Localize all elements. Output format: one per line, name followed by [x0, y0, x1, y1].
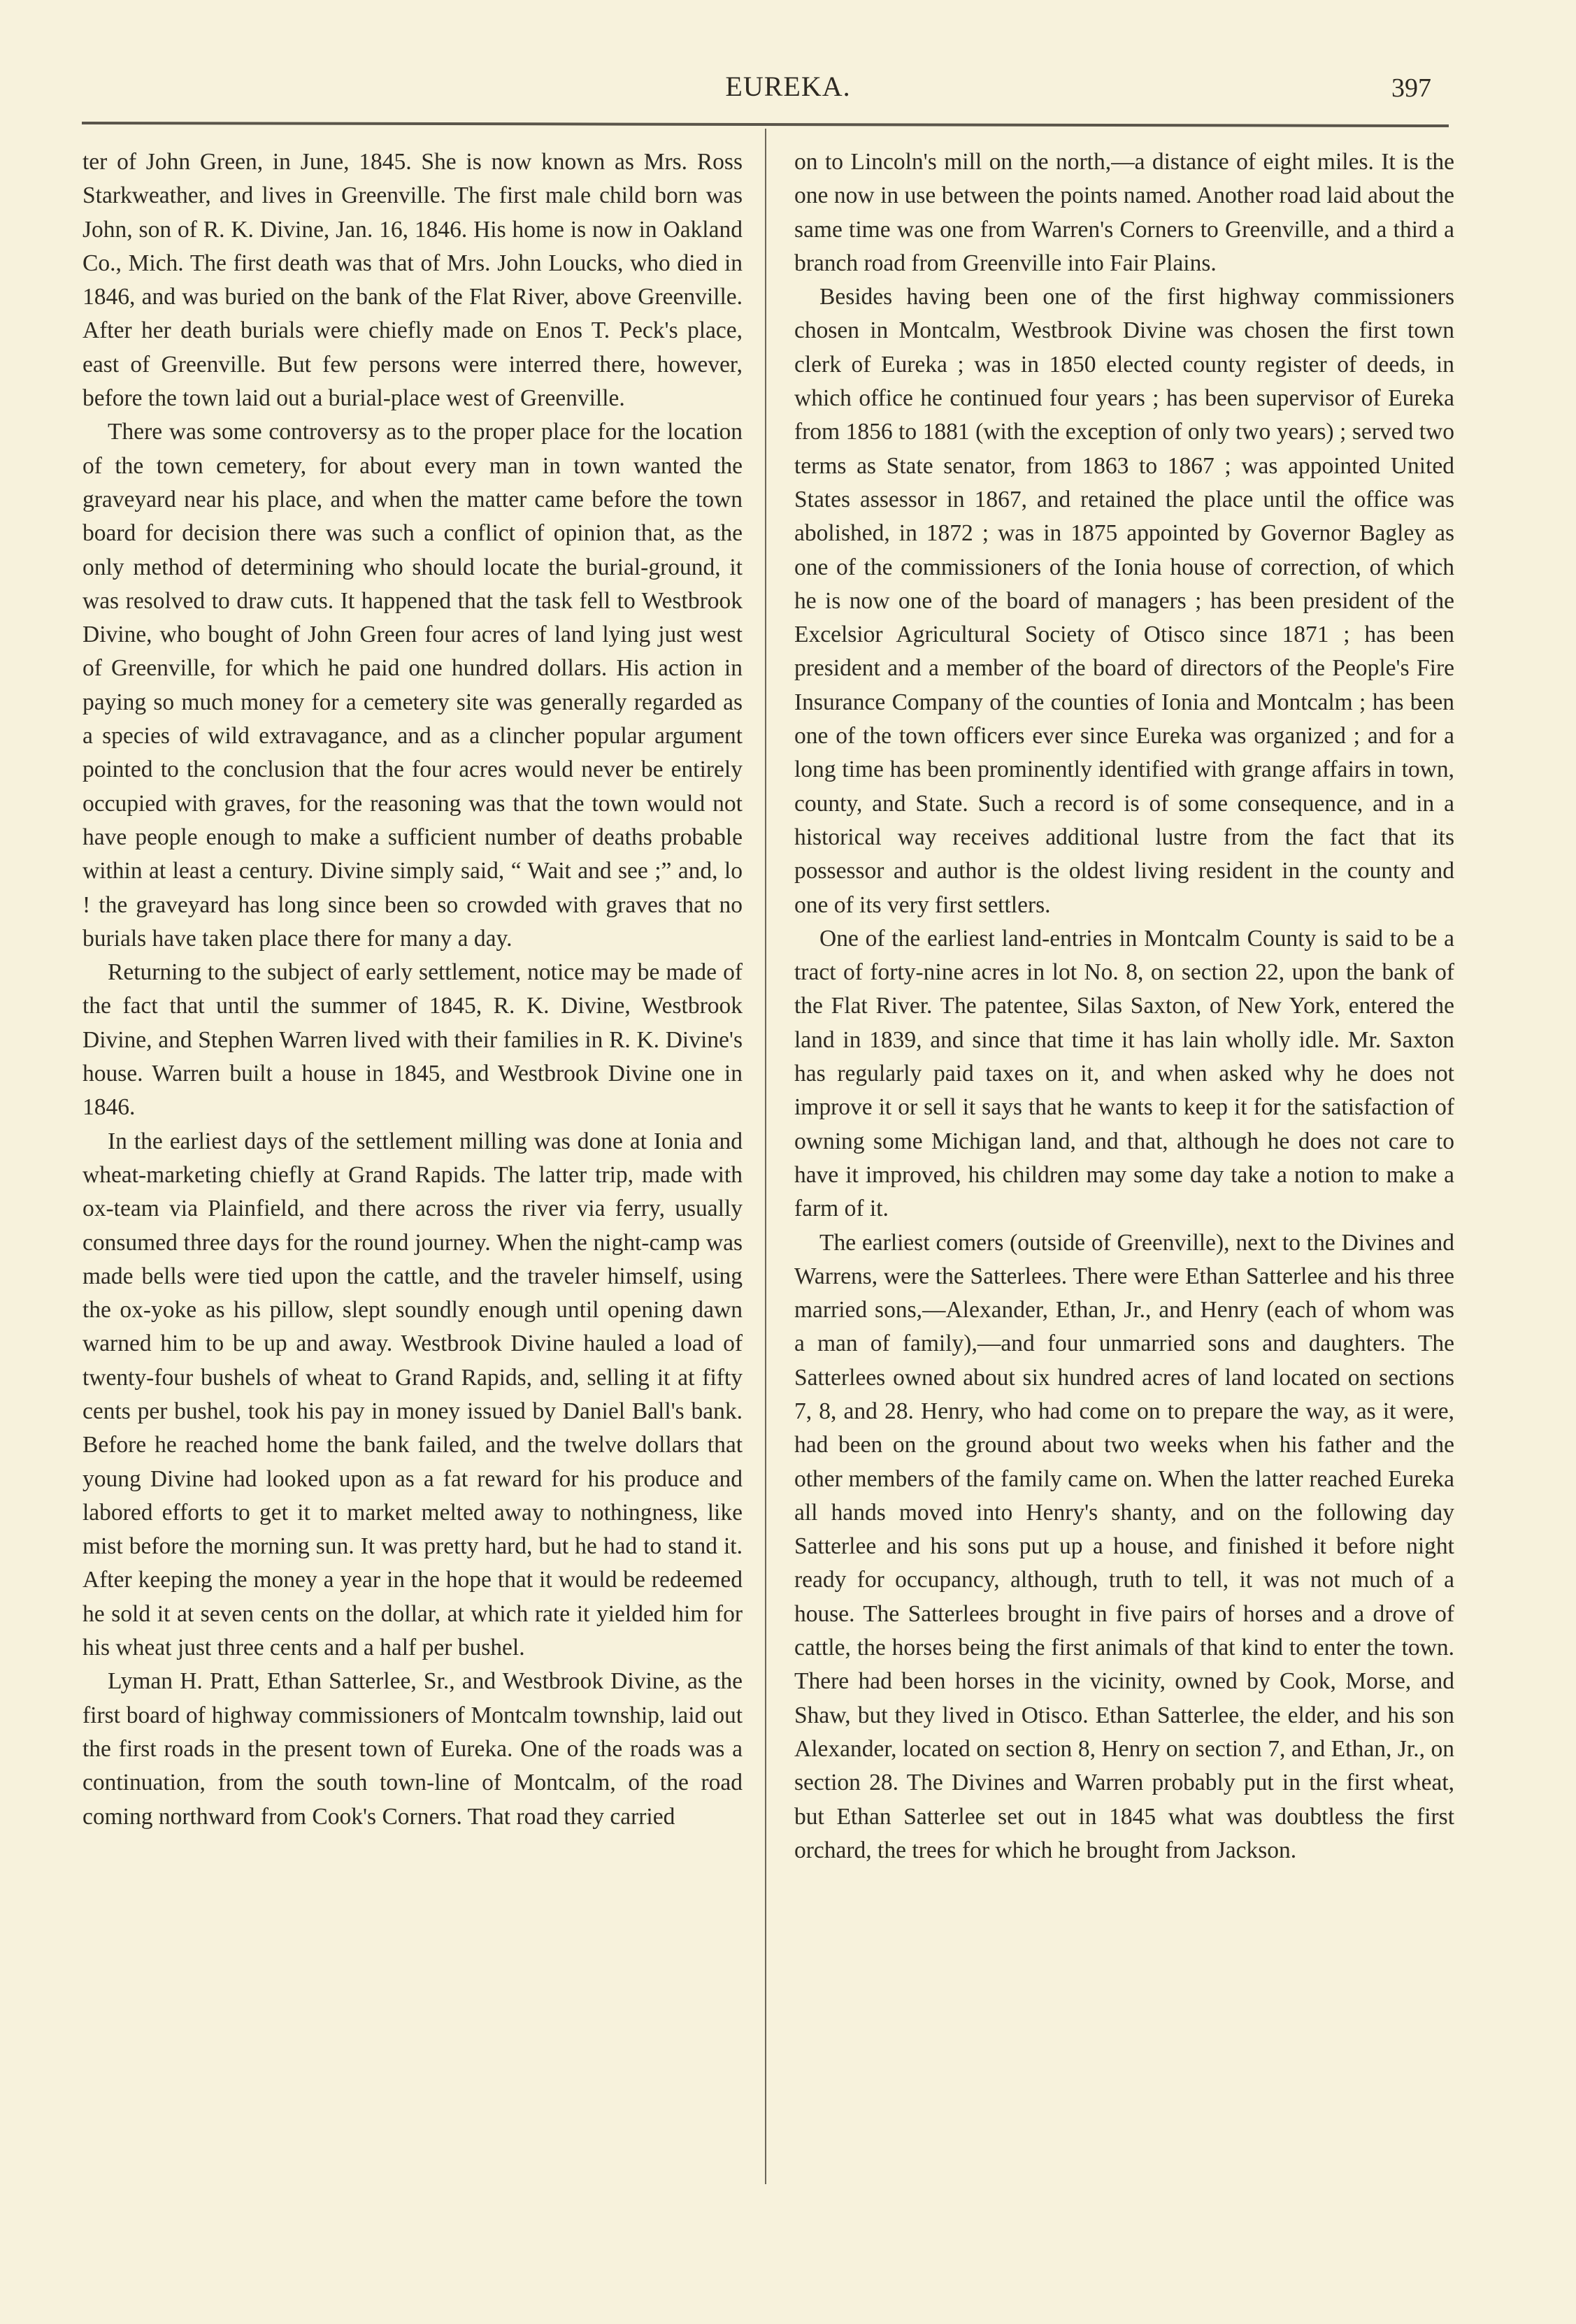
left-column	[83, 145, 743, 1834]
header-rule	[82, 122, 1449, 127]
running-title: EUREKA.	[725, 71, 851, 102]
paragraph: ter of John Green, in June, 1845. She is now known as Mrs. Ross Starkweather, and lives in Greenville. The first male child born was John, son of R. K. Divine, Jan. 16, 1846. His home is now in Oakland Co., Mich. The first death was that of Mrs. John Loucks, who died in 1846, and was buried on the bank of the Flat River, above Greenville. After her death burials were chiefly made on Enos T. Peck's place, east of Greenville. But few persons were interred there, however, before the town laid out a burial-place west of Greenville.	[83, 149, 743, 412]
paragraph: The earliest comers (outside of Greenville), next to the Divines and Warrens, were the Satterlees. There were Ethan Satterlee and his three married sons,—Alexander, Ethan, Jr., and Henry (each of whom was a man of family),—and four unmarried sons and daughters. The Satterlees owned about six hundred acres of land located on sections 7, 8, and 28. Henry, who had come on to prepare the way, as it were, had been on the ground about two weeks when his father and the other members of the family came on. When the latter reached Eureka all hands moved into Henry's shanty, and on the following day Satterlee and his sons put up a house, and finished it before night ready for occupancy, although, truth to tell, it was not much of a house. The Satterlees brought in five pairs of horses and a drove of cattle, the horses being the first animals of that kind to enter the town. There had been horses in the vicinity, owned by Cook, Morse, and Shaw, but they lived in Otisco. Ethan Satterlee, the elder, and his son Alexander, located on section 8, Henry on section 7, and Ethan, Jr., on section 28. The Divines and Warren probably put in the first wheat, but Ethan Satterlee set out in 1845 what was doubtless the first orchard, the trees for which he brought from Jackson.	[794, 1229, 1454, 1863]
paragraph: on to Lincoln's mill on the north,—a distance of eight miles. It is the one now in use between the points named. Another road laid about the same time was one from Warren's Corners to Greenville, and a third a branch road from Greenville into Fair Plains.	[794, 149, 1454, 276]
page-number: 397	[1391, 73, 1431, 103]
paragraph: Besides having been one of the first highway commissioners chosen in Montcalm, Westbrook Divine was chosen the first town clerk of Eureka ; was in 1850 elected county register of deeds, in which office he continued four years ; has been supervisor of Eureka from 1856 to 1881 (with the exception of only two years) ; served two terms as State senator, from 1863 to 1867 ; was appointed United States assessor in 1867, and retained the place until the office was abolished, in 1872 ; was in 1875 appointed by Governor Bagley as one of the commissioners of the Ionia house of correction, of which he is now one of the board of managers ; has been president of the Excelsior Agricultural Society of Otisco since 1871 ; has been president and a member of the board of directors of the People's Fire Insurance Company of the counties of Ionia and Montcalm ; has been one of the town officers ever since Eureka was organized ; and for a long time has been prominently identified with grange affairs in town, county, and State. Such a record is of some consequence, and in a historical way receives additional lustre from the fact that its possessor and author is the oldest living resident in the county and one of its very first settlers.	[794, 284, 1454, 918]
paragraph: There was some controversy as to the proper place for the location of the town cemetery, for about every man in town wanted the graveyard near his place, and when the matter came before the town board for decision there was such a conflict of opinion that, as the only method of determining who should locate the burial-ground, it was resolved to draw cuts. It happened that the task fell to Westbrook Divine, who bought of John Green four acres of land lying just west of Greenville, for which he paid one hundred dollars. His action in paying so much money for a cemetery site was generally regarded as a species of wild extravagance, and as a clincher popular argument pointed to the conclusion that the four acres would never be entirely occupied with graves, for the reasoning was that the town would not have people enough to make a sufficient number of deaths probable within at least a century. Divine simply said, “ Wait and see ;” and, lo ! the graveyard has long since been so crowded with graves that no burials have taken place there for many a day.	[83, 419, 743, 952]
paragraph: Lyman H. Pratt, Ethan Satterlee, Sr., and Westbrook Divine, as the first board of highway commissioners of Montcalm township, laid out the first roads in the present town of Eureka. One of the roads was a continuation, from the south town-line of Montcalm, of the road coming northward from Cook's Corners. That road they carried	[83, 1668, 743, 1830]
paragraph: One of the earliest land-entries in Montcalm County is said to be a tract of forty-nine acres in lot No. 8, on section 22, upon the bank of the Flat River. The patentee, Silas Saxton, of New York, entered the land in 1839, and since that time it has lain wholly idle. Mr. Saxton has regularly paid taxes on it, and when asked why he does not improve it or sell it says that he wants to keep it for the satisfaction of owning some Michigan land, and that, although he does not care to have it improved, his children may some day take a notion to make a farm of it.	[794, 925, 1454, 1222]
paragraph: Returning to the subject of early settlement, notice may be made of the fact that until the summer of 1845, R. K. Divine, Westbrook Divine, and Stephen Warren lived with their families in R. K. Divine's house. Warren built a house in 1845, and Westbrook Divine one in 1846.	[83, 959, 743, 1121]
paragraph: In the earliest days of the settlement milling was done at Ionia and wheat-marketing chiefly at Grand Rapids. The latter trip, made with ox-team via Plainfield, and there across the river via ferry, usually consumed three days for the round journey. When the night-camp was made bells were tied upon the cattle, and the traveler himself, using the ox-yoke as his pillow, slept soundly enough until opening dawn warned him to be up and away. Westbrook Divine hauled a load of twenty-four bushels of wheat to Grand Rapids, and, selling it at fifty cents per bushel, took his pay in money issued by Daniel Ball's bank. Before he reached home the bank failed, and the twelve dollars that young Divine had looked upon as a fat reward for his produce and labored efforts to get it to market melted away to nothingness, like mist before the morning sun. It was pretty hard, but he had to stand it. After keeping the money a year in the hope that it would be redeemed he sold it at seven cents on the dollar, at which rate it yielded him for his wheat just three cents and a half per bushel.	[83, 1128, 743, 1661]
right-column	[794, 145, 1454, 1867]
column-divider	[765, 129, 766, 2184]
